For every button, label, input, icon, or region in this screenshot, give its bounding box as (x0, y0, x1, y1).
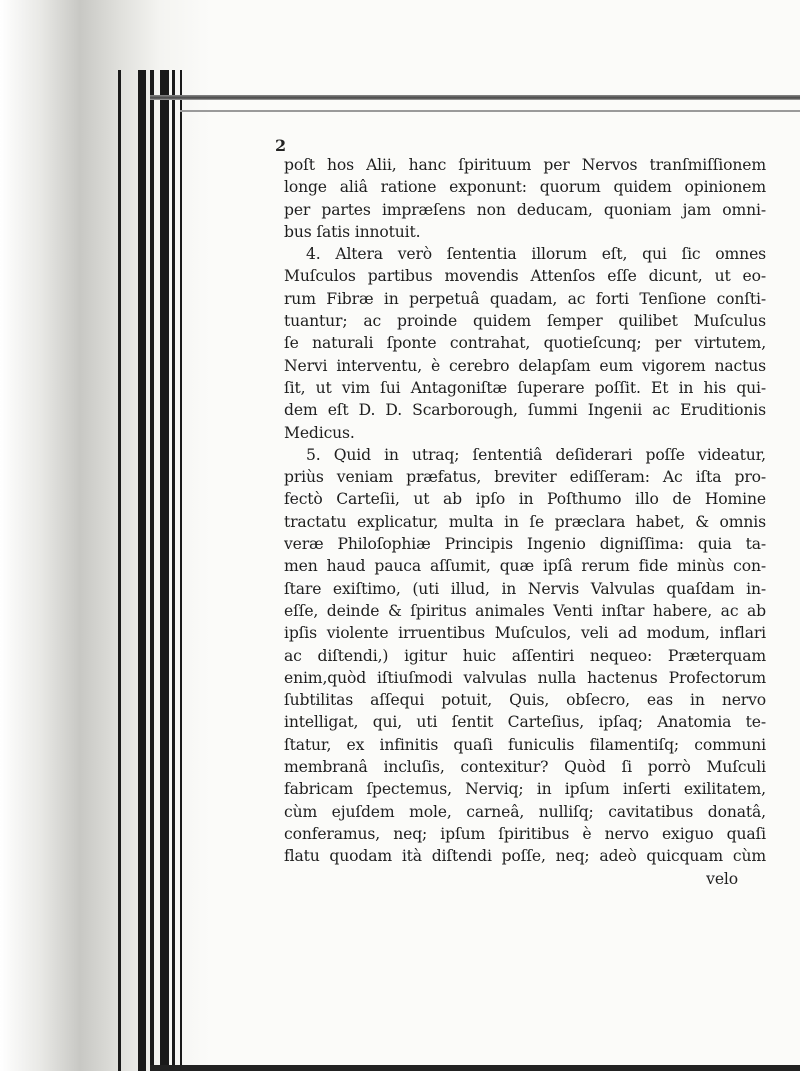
text-line: per partes impræſens non deducam, quoniam jam omni- (284, 200, 766, 219)
bottom-margin (0, 1071, 800, 1086)
text-line: ſtare exiſtimo, (uti illud, in Nervis Valvulas quaſdam in- (284, 579, 766, 598)
text-line: ſubtilitas aſſequi potuit, Quis, obſecro, eas in nervo (284, 691, 766, 710)
text-line: cùm ejuſdem mole, carneâ, nulliſq; cavitatibus donatâ, (284, 802, 766, 821)
binding-edge-line (150, 70, 154, 1080)
text-line: tuantur; ac proinde quidem ſemper quilibet Muſculus (284, 312, 766, 331)
text-line: intelligat, qui, uti ſentit Carteſius, ipſaq; Anatomia te- (284, 713, 766, 732)
text-line: conferamus, neq; ipſum ſpiritibus è nervo exiguo quaſi (284, 824, 766, 843)
binding-edge-line (138, 70, 146, 1080)
paragraph-4-start: 4. Altera verò ſententia illorum eſt, qui ſic omnes (306, 245, 766, 264)
text-line: Nervi interventu, è cerebro delapſam eum vigorem nactus (284, 356, 766, 375)
text-line: ſe naturali ſponte contrahat, quotieſcunq; per virtutem, (284, 334, 766, 353)
text-line: priùs veniam præfatus, breviter ediſſeram: Ac iſta pro- (284, 468, 766, 487)
text-line: ſtatur, ex infinitis quaſi funiculis filamentiſq; communi (284, 735, 766, 754)
text-line: fectò Carteſii, ut ab ipſo in Poſthumo illo de Homine (284, 490, 766, 509)
text-line: ſit, ut vim ſui Antagoniſtæ ſuperare poſſit. Et in his qui- (284, 378, 766, 397)
catchword: velo (706, 869, 738, 888)
binding-edge-line (118, 70, 121, 1080)
text-line: bus ſatis innotuit. (284, 222, 421, 241)
text-line: ac diſtendi,) igitur huic aſſentiri nequeo: Præterquam (284, 646, 766, 665)
binding-edge-line (160, 70, 169, 1080)
text-line: enim,quòd iſtiuſmodi valvulas nulla hactenus Profectorum (284, 668, 766, 687)
text-line: rum Fibræ in perpetuâ quadam, ac forti Tenſione conſti- (284, 289, 766, 308)
text-line: longe aliâ ratione exponunt: quorum quidem opinionem (284, 178, 766, 197)
text-line: Medicus. (284, 423, 355, 442)
binding-edge-line (180, 70, 182, 1080)
text-line: dem eſt D. D. Scarborough, ſummi Ingenii ac Eruditionis (284, 401, 766, 420)
text-line: membranâ incluſis, contexitur? Quòd ſi porrò Muſculi (284, 758, 766, 777)
page-number: 2 (275, 136, 287, 155)
text-line: ipſis violente irruentibus Muſculos, veli ad modum, inflari (284, 624, 766, 643)
text-line: poſt hos Alii, hanc ſpirituum per Nervos tranſmiſſionem (284, 156, 766, 174)
text-line: eſſe, deinde & ſpiritus animales Venti inſtar habere, ac ab (284, 601, 766, 620)
text-line: tractatu explicatur, multa in ſe præclara habet, & omnis (284, 512, 766, 531)
text-line: men haud pauca aſſumit, quæ ipſâ rerum fide minùs con- (284, 557, 766, 576)
top-page-edge (150, 95, 800, 100)
book-binding-shadow (0, 0, 210, 1086)
text-line: veræ Philoſophiæ Principis Ingenio digniſſima: quia ta- (284, 535, 766, 554)
paragraph-5-start: 5. Quid in utraq; ſententiâ deſiderari poſſe videatur, (306, 445, 766, 464)
text-line: fabricam ſpectemus, Nerviq; in ipſum inſerti exilitatem, (284, 780, 766, 799)
text-line: flatu quodam ità diſtendi poſſe, neq; adeò quicquam cùm (284, 847, 766, 866)
binding-edge-line (172, 70, 175, 1080)
top-page-edge-thin (180, 110, 800, 112)
body-text (284, 154, 766, 890)
text-line: Muſculos partibus movendis Attenſos eſſe dicunt, ut eo- (284, 267, 766, 286)
